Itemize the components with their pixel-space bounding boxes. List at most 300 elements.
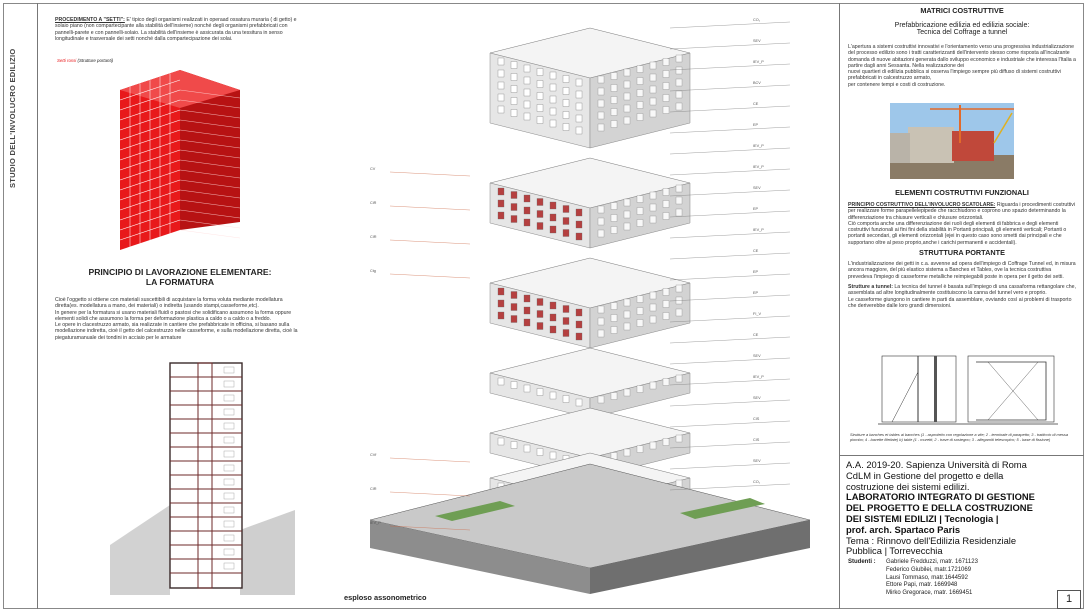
credits-line4: LABORATORIO INTEGRATO DI GESTIONE — [846, 491, 1035, 503]
layer-window — [611, 315, 617, 322]
layer-window — [524, 319, 530, 326]
layer-window — [650, 192, 656, 199]
photo-building-grey — [908, 127, 954, 163]
layer-window — [624, 81, 630, 88]
callout-label: CIS — [753, 417, 760, 421]
callout-label: IEV_P — [370, 521, 381, 525]
layer-window — [550, 452, 556, 459]
layer-window — [563, 318, 569, 325]
layer-window — [563, 218, 569, 225]
layer-window — [550, 202, 556, 209]
callout-label: SEV — [753, 39, 761, 43]
layer-window — [611, 215, 617, 222]
struttura-p5 — [848, 284, 1076, 297]
layer-window — [550, 302, 556, 309]
formwork-left-wall — [934, 356, 937, 422]
layer-window — [624, 389, 630, 396]
layer-window — [550, 392, 556, 399]
layer-window — [624, 311, 630, 318]
layer-window — [498, 70, 504, 77]
layer-window — [524, 113, 530, 120]
layer-window — [611, 97, 617, 104]
layer-window — [511, 110, 517, 117]
layer-window — [498, 288, 504, 295]
formwork-left-brace — [892, 372, 918, 422]
layer-window — [524, 89, 530, 96]
elementi-p3: Ciò comporta anche una differenziazione dei ruoli degli elementi di fabbrica e degli elementi costruttivi funzionali ai fini fini della stabilità in Portanti principali, gli elementi verticali; Portanti o portanti secondari, gli elementi orizzontali (ejei in questo caso sono smetti dai principali e che supportano oltre al peso proprio,anche i carichi permanenti e accidentali). — [848, 220, 1067, 246]
layer-window — [537, 81, 543, 88]
callout-leader — [670, 232, 790, 238]
layer-window — [624, 117, 630, 124]
layer-window — [650, 442, 656, 449]
layer-window — [563, 100, 569, 107]
callout-label: EP — [753, 270, 759, 274]
layer-window — [550, 120, 556, 127]
sidebar-title: STUDIO DELL'INVOLUCRO EDILIZIO — [8, 48, 17, 188]
layer-window — [611, 303, 617, 310]
layer-window — [676, 55, 682, 62]
credits-line3: costruzione dei sistemi edilizi. — [846, 480, 970, 492]
photo-building-left — [890, 133, 910, 163]
layer-window — [637, 78, 643, 85]
elementi-p2-text: Riguarda i procedimenti costruttivi per realizzare forme parapellelepipede che racchiudono e coprono uno spazio determinando la differenziazione tra chiusure verticali e chiusure orizzontali. — [848, 202, 1076, 221]
callout-label: CE — [753, 102, 759, 106]
section-title-line2: LA FORMATURA — [145, 277, 215, 287]
credits-line7: prof. arch. Spartaco Paris — [846, 523, 961, 535]
layer-window — [537, 449, 543, 456]
layer-window — [576, 233, 582, 240]
layer-window — [498, 300, 504, 307]
divider-right — [839, 3, 840, 609]
callout-leader — [390, 458, 470, 462]
layer-window — [650, 216, 656, 223]
layer-window — [524, 207, 530, 214]
credits-line6: DEI SISTEMI EDILIZI | Tecnologia | — [846, 512, 999, 524]
credits-line1: A.A. 2019-20. Sapienza Università di Roma — [846, 459, 1027, 470]
layer-window — [537, 323, 543, 330]
callout-label: EP — [753, 123, 759, 127]
callout-leader — [670, 337, 790, 343]
callout-label: CE — [753, 249, 759, 253]
layer-window — [663, 83, 669, 90]
legend-red: Setti rossi — [57, 58, 77, 63]
layer-window — [637, 220, 643, 227]
layer-window — [637, 446, 643, 453]
layer-window — [663, 439, 669, 446]
layer-window — [598, 330, 604, 337]
callout-label: CE — [753, 333, 759, 337]
formwork-caption: Strutture a banches et tables ai banches (1 - asproletto con regolazione a vite; 2 - terminale di parapetto; 3 - tratticcio di messa piombo; 4 - bavette filettate) b) table (1 - muretti; 2 - trave di sostegno; 3 - allegamiti telescopico; 5 - base di fissione) — [850, 432, 1068, 442]
layer-window — [498, 58, 504, 65]
layer-window — [650, 304, 656, 311]
layer-window — [563, 76, 569, 83]
matrici-p1b: nuovi quartieri di edilizia pubblica si osserva l'impiego sempre più diffuso di sistemi costruttivi prefabbricati in calcestruzzo armato, — [848, 69, 1061, 82]
formwork-right-table — [976, 362, 1046, 420]
layer-window — [676, 103, 682, 110]
callout-leader — [670, 253, 790, 259]
layer-window — [576, 79, 582, 86]
callout-leader — [670, 43, 790, 49]
layer-window — [511, 86, 517, 93]
layer-window — [511, 382, 517, 389]
layer-window — [550, 214, 556, 221]
layer-window — [537, 311, 543, 318]
layer-window — [576, 127, 582, 134]
legend-setti — [57, 58, 113, 63]
layer-window — [524, 195, 530, 202]
struttura-p6: Le casseforme giungono in cantiere in parti da assemblare, ovviando così ai problemi di trasporto che deriverebbe dalle loro grandi dimensioni. — [848, 296, 1072, 309]
formatura-body — [55, 297, 305, 341]
matrici-p1: L'apertura a sistemi costruttivi innovativi e l'orientamento verso una progressiva industrializzazione del processo edilizio sono i tratti caratterizzanti dell'intervento stesso come risposta all'incalzante domanda di nuove abitazioni generata dallo sviluppo economico e industriale che interessa l'Italia a partire dagli anni Sessanta. Nella realizzazione dei — [848, 44, 1076, 69]
callout-label: CO₁ — [753, 480, 760, 484]
layer-window — [598, 88, 604, 95]
layer-window — [576, 115, 582, 122]
layer-window — [563, 396, 569, 403]
layer-window — [650, 86, 656, 93]
formatura-p3: Le opere in clacestruzzo armato, sia realizzate in cantiere che prefabbricate in officina, si basano sulla modellazione indiretta, cioè il getto del calcestruzzo nelle casseforme, e sulla modellazione diretta, cioè la piegaturamanuale dei tondini in acciaio per le armature — [55, 322, 298, 341]
layer-window — [676, 309, 682, 316]
matrici-subtitle-2: Tecnica del Coffrage a tunnel — [916, 29, 1008, 36]
layer-window — [511, 192, 517, 199]
callout-leader — [390, 206, 470, 210]
callout-label: CIR — [370, 487, 377, 491]
layer-window — [576, 333, 582, 340]
callout-leader — [390, 274, 470, 278]
layer-window — [663, 313, 669, 320]
formwork-drawing — [868, 352, 1064, 428]
section-window — [224, 423, 234, 429]
layer-window — [676, 67, 682, 74]
callout-leader — [390, 172, 470, 176]
layer-window — [637, 196, 643, 203]
section-window — [224, 493, 234, 499]
layer-window — [624, 69, 630, 76]
callout-label: EP — [753, 207, 759, 211]
layer-window — [650, 98, 656, 105]
photo-formwork-red — [952, 131, 994, 161]
layer-window — [498, 94, 504, 101]
formatura-p1: Cioè l'oggetto si ottiene con materiali suscettibili di acquistare la forma voluta mediante modellatura diretta(es. modellatura a mano, dei materiali) o indiretta (usando stampi,casseforme,etc). — [55, 297, 283, 310]
section-ground-wedge — [110, 505, 170, 595]
layer-window — [524, 385, 530, 392]
layer-window — [611, 85, 617, 92]
layer-window — [576, 221, 582, 228]
layer-window — [637, 66, 643, 73]
layer-window — [637, 296, 643, 303]
callout-leader — [670, 148, 790, 154]
layer-window — [663, 189, 669, 196]
layer-window — [598, 76, 604, 83]
credits-line9: Pubblica | Torrevecchia — [846, 545, 943, 557]
layer-window — [598, 206, 604, 213]
layer-window — [676, 285, 682, 292]
layer-window — [550, 96, 556, 103]
callout-leader — [670, 463, 790, 469]
building-section-drawing — [110, 355, 295, 595]
layer-window — [550, 314, 556, 321]
students-block — [848, 559, 1048, 598]
layer-window — [650, 316, 656, 323]
layer-window — [598, 124, 604, 131]
layer-window — [663, 59, 669, 66]
layer-window — [511, 62, 517, 69]
student-2: Federico Giubilei, matr.1721069 — [886, 566, 972, 573]
section-window — [224, 535, 234, 541]
callout-label: FI_V — [753, 312, 762, 316]
layer-window — [624, 323, 630, 330]
explode-stack — [490, 28, 690, 533]
layer-window — [576, 321, 582, 328]
layer-window — [663, 213, 669, 220]
section-ground-right — [240, 510, 295, 595]
right-column — [848, 6, 1076, 88]
layer-window — [511, 74, 517, 81]
layer-window — [537, 211, 543, 218]
layer-window — [511, 204, 517, 211]
layer-window — [611, 227, 617, 234]
matrici-heading: MATRICI COSTRUTTIVE — [920, 6, 1004, 15]
section-window — [224, 507, 234, 513]
page-number-box — [1057, 590, 1081, 609]
explode-layer — [490, 258, 690, 348]
layer-window — [611, 327, 617, 334]
layer-window — [650, 204, 656, 211]
layer-window — [524, 295, 530, 302]
layer-window — [650, 382, 656, 389]
credits-line2: CdLM in Gestione del progetto e della — [846, 469, 1004, 481]
legend-black: (Strutture portanti) — [77, 58, 114, 63]
callout-leader — [670, 22, 790, 28]
callout-label: SEV — [753, 459, 761, 463]
matrici-subtitle-1: Prefabbricazione edilizia ed edilizia sociale: — [894, 22, 1030, 29]
section-window — [224, 437, 234, 443]
formatura-p2: In genere per la formatura si usano materiali fluidi o pastosi che solidificano assumono la forma oppure elementi solidi che assumono la forma per deformazione plastica a caldo o a caldo o a freddo. — [55, 309, 292, 322]
layer-window — [637, 114, 643, 121]
layer-window — [563, 124, 569, 131]
layer-window — [576, 399, 582, 406]
layer-window — [676, 185, 682, 192]
layer-window — [498, 106, 504, 113]
layer-window — [663, 301, 669, 308]
callout-label: CiR — [370, 201, 377, 205]
layer-window — [576, 103, 582, 110]
struttura-heading: STRUTTURA PORTANTE — [919, 248, 1005, 258]
struttura-p5-lead: Strutture a tunnel: — [848, 283, 893, 290]
student-4: Ettore Papi, matr. 1669948 — [886, 582, 958, 589]
callout-leader — [670, 274, 790, 280]
callout-label: SEV — [753, 396, 761, 400]
callout-label: SEV — [753, 186, 761, 190]
struttura-p5-text: La tecnica del tunnel è basata sull'impiego di una cassaforma rettangolare che, assemblata ad altre longitudinalmente costituiscono la canna del tunnel vero e proprio. — [848, 283, 1076, 297]
layer-window — [676, 91, 682, 98]
layer-window — [511, 292, 517, 299]
layer-window — [624, 449, 630, 456]
layer-window — [550, 84, 556, 91]
layer-window — [598, 230, 604, 237]
layer-window — [524, 77, 530, 84]
matrici-p1c: per contenere tempi e costi di costruzione. — [848, 81, 946, 88]
callout-label: IEV_P — [753, 165, 764, 169]
layer-window — [498, 82, 504, 89]
callout-label: CV — [370, 167, 376, 171]
callout-label: CVf — [370, 453, 377, 457]
student-3: Lausi Tommaso, matr.1644592 — [886, 574, 968, 581]
layer-window — [498, 212, 504, 219]
layer-window — [550, 72, 556, 79]
section-window — [224, 479, 234, 485]
layer-window — [576, 91, 582, 98]
elementi-p2 — [848, 202, 1076, 221]
layer-window — [576, 209, 582, 216]
section-window — [224, 367, 234, 373]
layer-window — [524, 101, 530, 108]
callout-label: IEV_P — [753, 144, 764, 148]
intro-heading: PROCEDIMENTO A "SETTI": — [55, 17, 125, 23]
layer-window — [498, 438, 504, 445]
layer-window — [537, 223, 543, 230]
layer-window — [676, 435, 682, 442]
layer-window — [676, 79, 682, 86]
explode-layer — [490, 28, 690, 148]
section-title — [55, 267, 305, 287]
layer-window — [550, 108, 556, 115]
section-window — [224, 451, 234, 457]
callout-leader — [670, 358, 790, 364]
layer-window — [537, 389, 543, 396]
callout-label: Ctg — [370, 269, 376, 273]
layer-window — [563, 88, 569, 95]
layer-window — [537, 105, 543, 112]
explode-layer — [490, 158, 690, 248]
layer-window — [537, 299, 543, 306]
section-window — [224, 563, 234, 569]
callout-label: CIS — [753, 438, 760, 442]
callout-label: BCV — [753, 81, 761, 85]
layer-window — [550, 326, 556, 333]
layer-window — [650, 62, 656, 69]
layer-window — [637, 386, 643, 393]
layer-window — [663, 201, 669, 208]
layer-window — [563, 112, 569, 119]
layer-window — [598, 396, 604, 403]
section-window — [224, 395, 234, 401]
intro-text: E' tipico degli organismi realizzati in operaad ossatura muraria ( di getto) e solaio piano (non compartecipante alla stabilità dell'insieme) nonché degli organismi prefabbricati con pannelli-parete e con pannelli-solaio. La stabilità dell'insieme è assicurata da una tessitura in senso longitudinale e trasversale dei setti nonché dalla compartecipazione dei solai. — [55, 17, 297, 42]
layer-window — [524, 219, 530, 226]
students-list — [886, 559, 1048, 598]
layer-window — [550, 226, 556, 233]
layer-window — [663, 379, 669, 386]
layer-window — [598, 306, 604, 313]
layer-window — [624, 105, 630, 112]
layer-window — [650, 110, 656, 117]
layer-window — [611, 73, 617, 80]
student-5: Mirko Gregorace, matr. 1669451 — [886, 590, 973, 597]
students-label: Studenti : — [848, 559, 876, 565]
layer-window — [563, 206, 569, 213]
center-caption: esploso assonometrico — [344, 593, 427, 602]
layer-window — [524, 65, 530, 72]
layer-window — [576, 309, 582, 316]
layer-window — [511, 316, 517, 323]
formwork-right-box — [968, 356, 1054, 422]
layer-window — [611, 393, 617, 400]
section-window — [224, 465, 234, 471]
layer-window — [663, 289, 669, 296]
callout-label: CO₁ — [753, 18, 760, 22]
callout-leader — [670, 169, 790, 175]
layer-window — [624, 299, 630, 306]
layer-window — [637, 102, 643, 109]
red-walls-axonometry — [110, 62, 250, 252]
divider-left — [37, 3, 38, 609]
layer-window — [537, 117, 543, 124]
layer-window — [524, 307, 530, 314]
layer-window — [676, 197, 682, 204]
layer-window — [663, 95, 669, 102]
callout-label: IEV_P — [753, 60, 764, 64]
construction-photo — [890, 103, 1014, 179]
layer-window — [537, 93, 543, 100]
layer-window — [663, 71, 669, 78]
elementi-heading: ELEMENTI COSTRUTTIVI FUNZIONALI — [895, 188, 1029, 197]
layer-window — [563, 306, 569, 313]
layer-window — [624, 199, 630, 206]
callouts-left — [370, 167, 470, 530]
callout-leader — [670, 421, 790, 427]
layer-window — [537, 69, 543, 76]
layer-window — [511, 442, 517, 449]
layer-window — [511, 98, 517, 105]
callout-leader — [390, 240, 470, 244]
layer-window — [598, 218, 604, 225]
callout-label: IEV_P — [753, 228, 764, 232]
layer-window — [498, 312, 504, 319]
formwork-left-box — [882, 356, 956, 422]
callout-leader — [390, 492, 470, 496]
layer-window — [611, 121, 617, 128]
section-title-line1: PRINCIPIO DI LAVORAZIONE ELEMENTARE: — [88, 267, 272, 277]
layer-window — [598, 100, 604, 107]
layer-window — [563, 230, 569, 237]
page-number: 1 — [1065, 593, 1073, 605]
layer-window — [663, 107, 669, 114]
section-window — [224, 521, 234, 527]
divider-credits — [839, 455, 1084, 456]
layer-window — [637, 90, 643, 97]
explode-layer — [490, 348, 690, 418]
section-window — [224, 409, 234, 415]
callout-label: IEV_P — [753, 375, 764, 379]
layer-window — [563, 330, 569, 337]
layer-window — [598, 112, 604, 119]
layer-window — [650, 74, 656, 81]
layer-window — [524, 445, 530, 452]
credits-line8: Tema : Rinnovo dell'Edilizia Residenziale — [846, 534, 1017, 546]
layer-window — [611, 203, 617, 210]
student-1: Gabriele Fredduzzi, matr. 1671123 — [886, 559, 978, 565]
layer-window — [498, 188, 504, 195]
layer-window — [676, 375, 682, 382]
right-column-2 — [848, 188, 1076, 309]
struttura-p4: L'industrializzazione dei getti in c.a. avvenne ad opera dell'impiego di Coffrage Tunnel ed, in misura ancora maggiore, del più elastico sistema a Banches et Tables, ove la tecnica costruttiva prevedeva l'impiego di casseforme metalliche reimpiegabili poste in opera per il getto dei setti. — [848, 261, 1076, 280]
layer-window — [498, 200, 504, 207]
layer-window — [624, 223, 630, 230]
layer-window — [537, 199, 543, 206]
layer-window — [498, 378, 504, 385]
layer-window — [511, 216, 517, 223]
callout-leader — [670, 127, 790, 133]
layer-window — [650, 292, 656, 299]
